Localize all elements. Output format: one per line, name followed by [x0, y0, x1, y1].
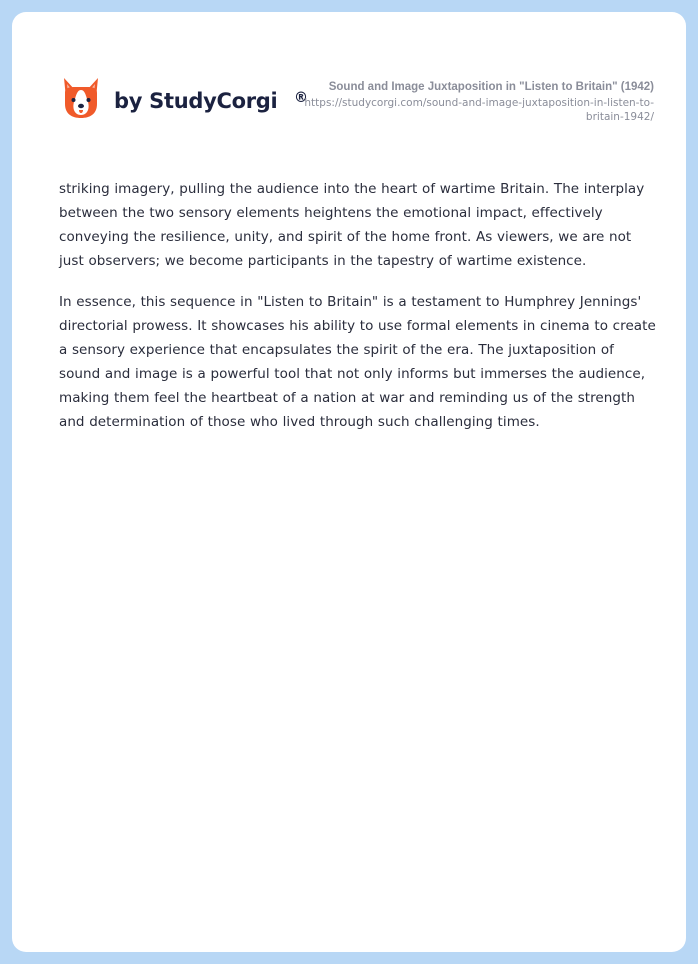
studycorgi-logo[interactable]	[60, 76, 308, 122]
paper-url[interactable]: https://studycorgi.com/sound-and-image-juxtaposition-in-listen-to-britain-1942/	[304, 97, 654, 123]
paper-title: Sound and Image Juxtaposition in "Listen to Britain" (1942)	[328, 81, 654, 93]
paragraph: striking imagery, pulling the audience into the heart of wartime Britain. The interplay between the two sensory elements heightens the emotional impact, effectively conveying the resilience, unity, and spirit of the home front. As viewers, we are not just observers; we become participants in the tapestry of wartime existence.	[59, 181, 645, 269]
page-header	[12, 12, 686, 152]
document-page	[12, 12, 686, 952]
registered-mark: ®	[294, 90, 308, 106]
paragraph: In essence, this sequence in "Listen to Britain" is a testament to Humphrey Jennings' directorial prowess. It showcases his ability to use formal elements in cinema to create a sensory experience that encapsulates the spirit of the era. The juxtaposition of sound and image is a powerful tool that not only informs but immerses the audience, making them feel the heartbeat of a nation at war and reminding us of the strength and determination of those who lived through such challenging times.	[59, 294, 656, 430]
brand-name: by StudyCorgi	[114, 89, 278, 113]
paper-meta	[294, 80, 654, 124]
corgi-logo-icon	[60, 76, 102, 122]
essay-body	[59, 177, 659, 451]
